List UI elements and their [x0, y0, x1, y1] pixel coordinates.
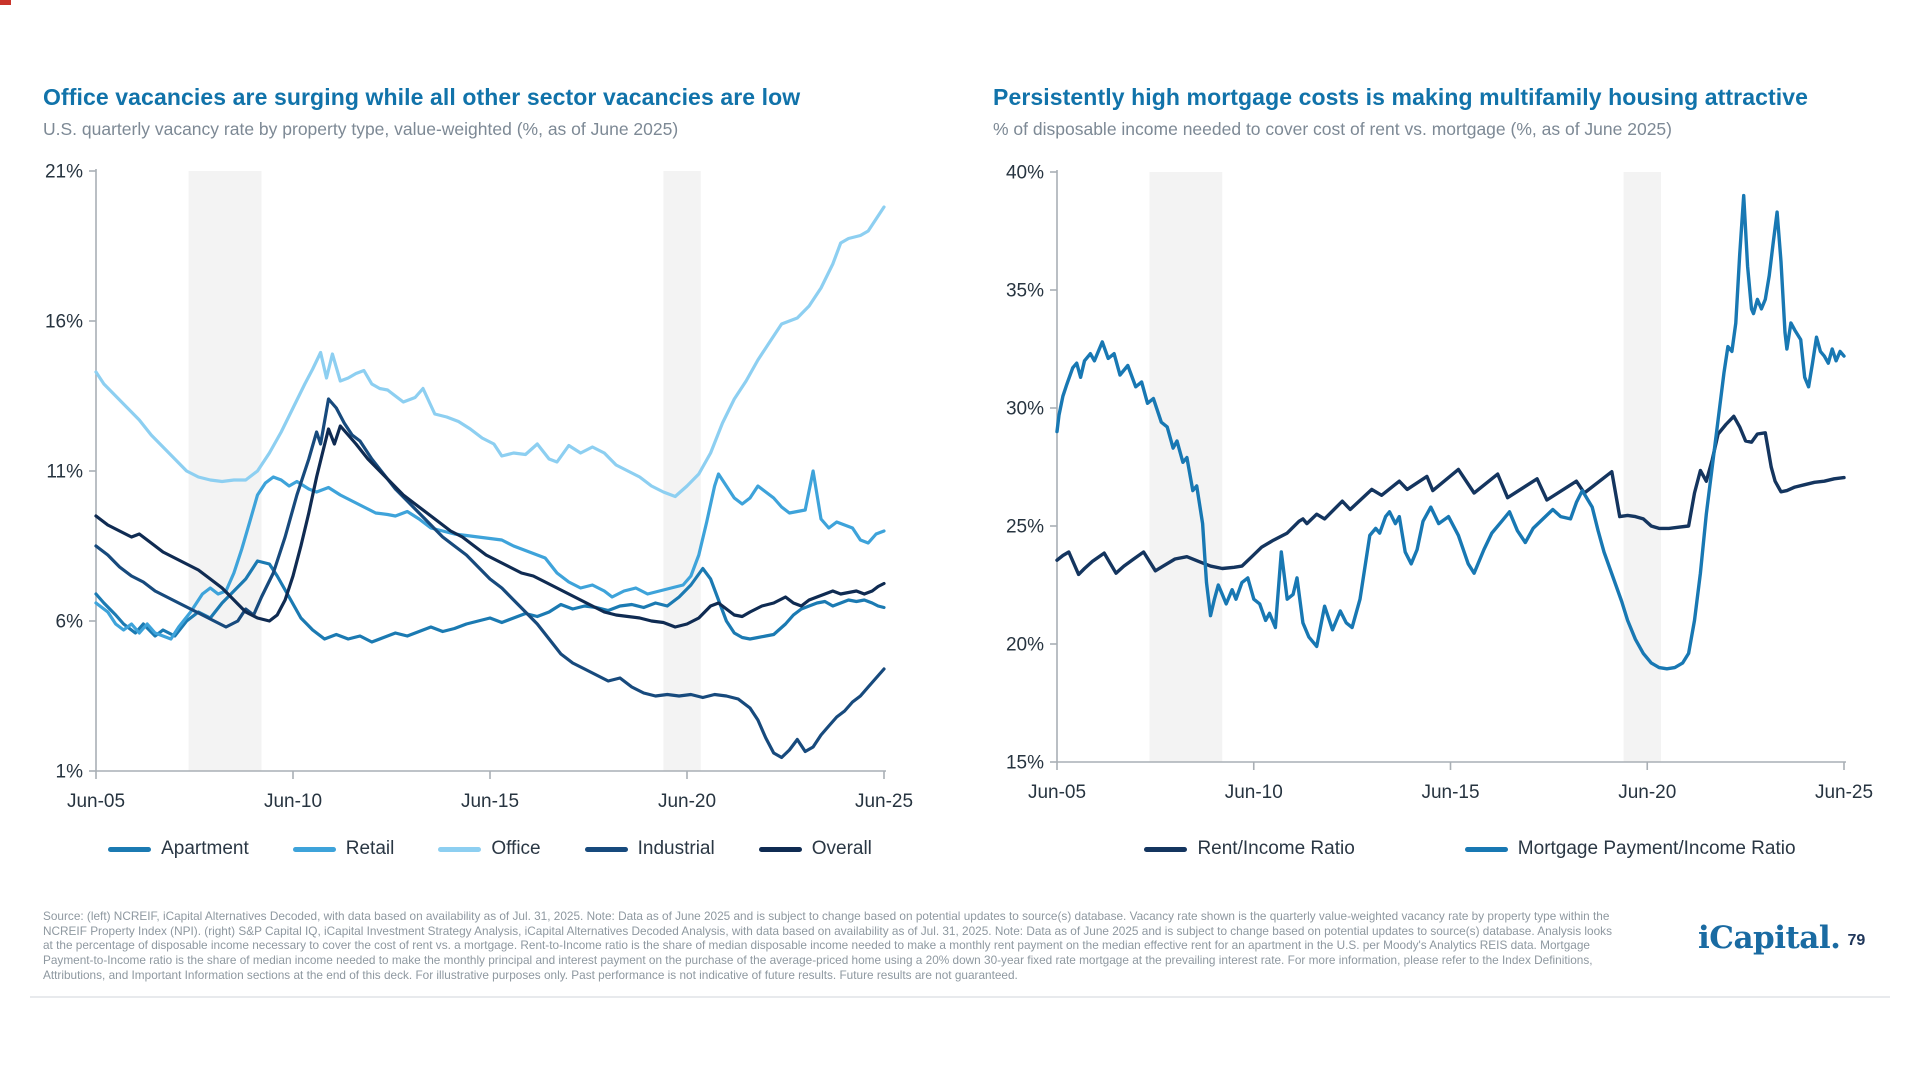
x-tick-label: Jun-20: [657, 791, 717, 812]
icapital-logo-text: iCapital.: [1698, 920, 1841, 956]
right-chart-title: Persistently high mortgage costs is making multifamily housing attractive: [993, 84, 1809, 110]
y-tick-label: 15%: [1005, 752, 1044, 774]
left-chart-title: Office vacancies are surging while all other sector vacancies are low: [43, 84, 801, 110]
x-tick-label: Jun-25: [1814, 782, 1874, 803]
x-tick-label: Jun-05: [66, 791, 126, 812]
recession-band: [1149, 172, 1222, 762]
legend-item: [293, 838, 395, 860]
legend-item: [1144, 838, 1354, 860]
footnote-line: at the percentage of disposable income necessary to cover the cost of rent vs. a mortgage. Rent-to-Income ratio is the share of median disposable income needed to make a monthly rent payment on the median effective rent for an apartment in the U.S. per Moody's Analytics REIS data. Mortgage: [43, 938, 1590, 953]
footer-divider: [30, 996, 1890, 998]
x-tick-label: Jun-05: [1027, 782, 1087, 803]
footnote-line: Payment-to-Income ratio is the share of median income needed to make the monthly principal and interest payment on the purchase of the average-priced home using a 20% down 30-year fixed rate mortgage at the prevailing interest rate. For more information, please refer to the Index Definitions,: [43, 953, 1593, 968]
legend-label: Apartment: [161, 838, 249, 859]
legend-swatch: [1465, 847, 1508, 852]
legend-label: Retail: [345, 838, 395, 859]
x-tick-label: Jun-15: [460, 791, 520, 812]
source-footnote: [43, 909, 1691, 983]
legend-item: [438, 838, 540, 860]
legend-swatch: [438, 847, 481, 852]
footnote-line: NCREIF Property Index (NPI). (right) S&P Capital IQ, iCapital Investment Strategy Analysis, iCapital Alternatives Decoded Analysis, with data based on availability as of Jul. 31, 2025. Note: Data as of June 2025 and is subject to change based on potential updates to source(s) database. Analysis looks: [43, 923, 1612, 938]
right-chart-legend: [1040, 838, 1900, 860]
y-tick-label: 35%: [1005, 280, 1044, 302]
legend-label: Overall: [811, 838, 872, 859]
legend-label: Office: [491, 838, 541, 859]
recession-band: [663, 171, 700, 771]
left-chart-subtitle: U.S. quarterly vacancy rate by property type, value-weighted (%, as of June 2025): [43, 119, 679, 139]
y-tick-label: 30%: [1005, 398, 1044, 420]
y-tick-label: 1%: [55, 761, 83, 783]
footnote-line: Source: (left) NCREIF, iCapital Alternatives Decoded, with data based on availability as of Jul. 31, 2025. Note: Data as of June 2025 and is subject to change based on potential updates to source(s) database. Vacancy rate shown is the quarterly value-weighted vacancy rate by property type within the: [43, 909, 1610, 923]
x-tick-label: Jun-20: [1618, 782, 1677, 803]
x-tick-label: Jun-10: [1224, 782, 1283, 803]
recession-band: [189, 171, 262, 771]
legend-swatch: [108, 847, 151, 852]
y-tick-label: 20%: [1005, 634, 1044, 656]
legend-item: [759, 838, 872, 860]
legend-swatch: [585, 847, 628, 852]
y-tick-label: 21%: [44, 161, 83, 183]
legend-item: [108, 838, 249, 860]
legend-swatch: [293, 847, 336, 852]
page-number: 79: [1847, 932, 1866, 949]
y-tick-label: 11%: [46, 461, 83, 483]
y-tick-label: 6%: [55, 611, 83, 633]
legend-swatch: [1144, 847, 1187, 852]
recession-band: [1624, 172, 1661, 762]
x-tick-label: Jun-15: [1421, 782, 1480, 803]
icapital-logo: [1698, 920, 1865, 956]
y-tick-label: 16%: [44, 311, 83, 333]
y-tick-label: 25%: [1005, 516, 1044, 538]
legend-label: Mortgage Payment/Income Ratio: [1517, 838, 1796, 859]
legend-label: Industrial: [637, 838, 715, 859]
legend-label: Rent/Income Ratio: [1197, 838, 1355, 859]
left-chart-legend: [30, 838, 950, 860]
x-tick-label: Jun-25: [854, 791, 914, 812]
legend-swatch: [759, 847, 802, 852]
legend-item: [585, 838, 715, 860]
legend-item: [1465, 838, 1796, 860]
x-tick-label: Jun-10: [263, 791, 323, 812]
y-tick-label: 40%: [1005, 162, 1044, 184]
footnote-line: Attributions, and Important Information sections at the end of this deck. For illustrative purposes only. Past performance is not indicative of future results. Future results are not guaranteed.: [43, 967, 1018, 982]
right-chart-subtitle: % of disposable income needed to cover cost of rent vs. mortgage (%, as of June 2025): [993, 119, 1672, 139]
